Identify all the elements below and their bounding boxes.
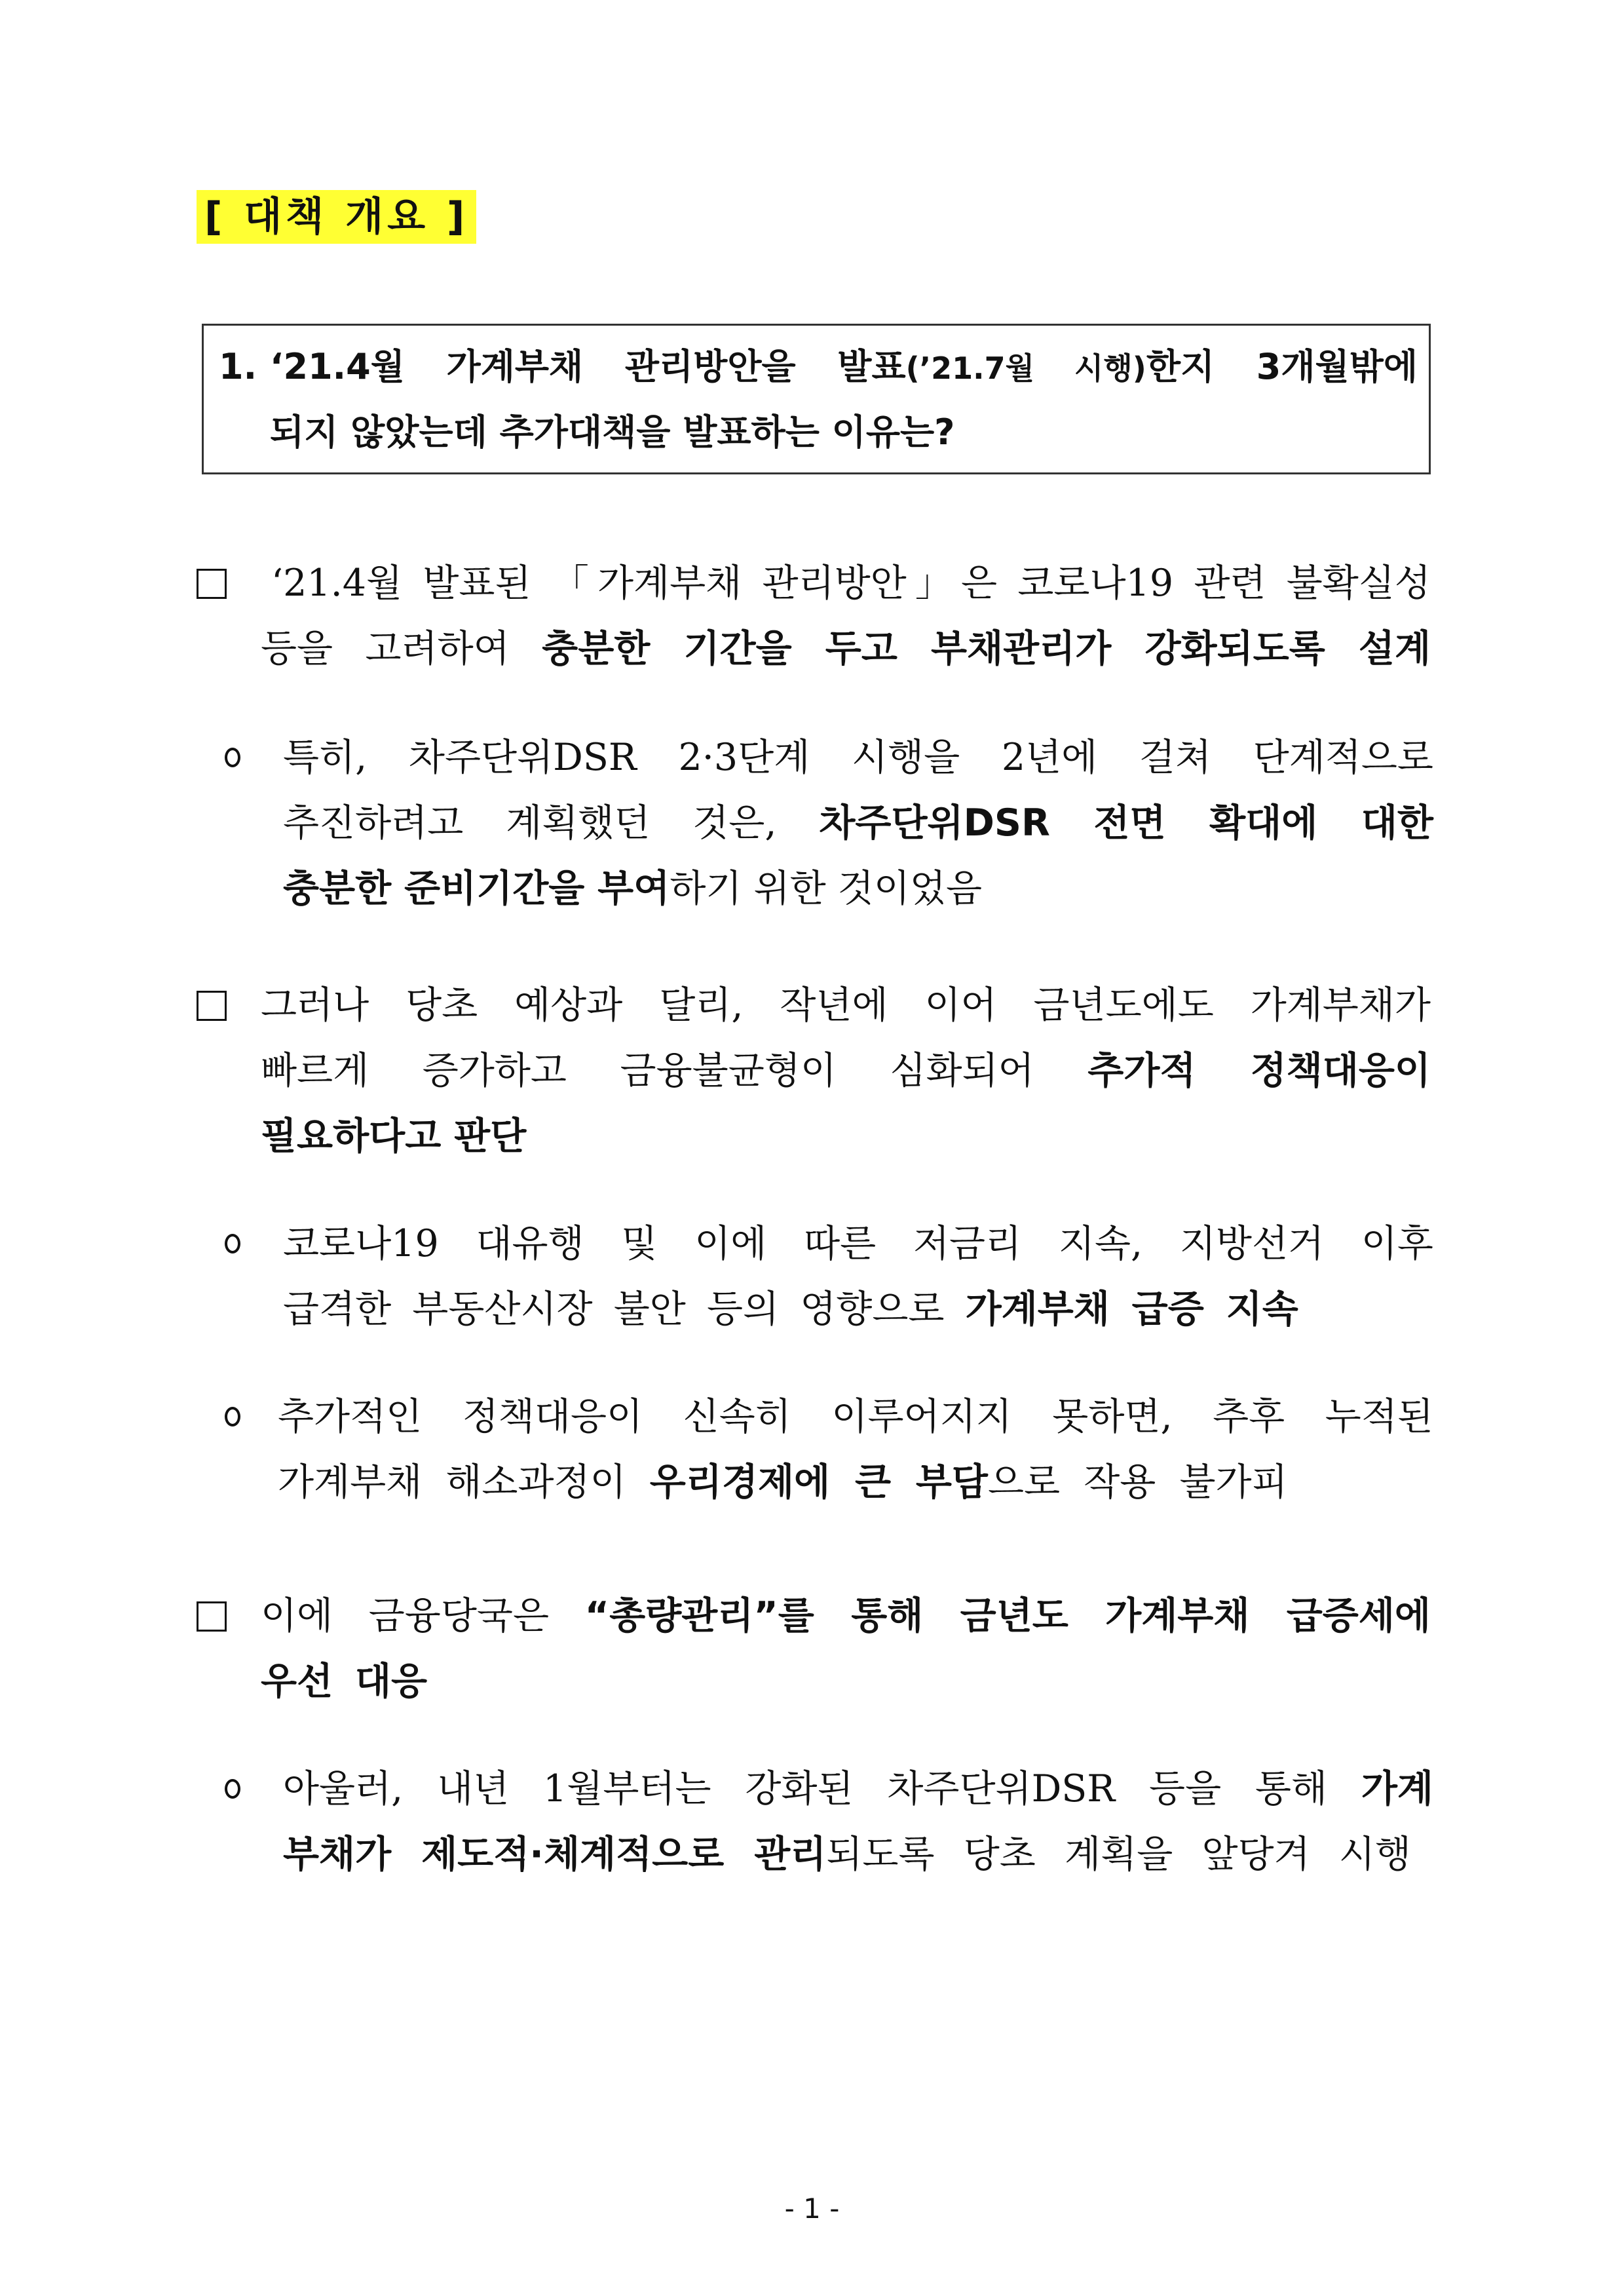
paragraph-line: 이에 금융당국은 “총량관리”를 통해 금년도 가계부채 급증세에 <box>261 1594 1431 1637</box>
paragraph-line: 특히, 차주단위DSR 2·3단계 시행을 2년에 걸쳐 단계적으로 <box>283 736 1433 779</box>
paragraph-line: 충분한 준비기간을 부여하기 위한 것이었음 <box>283 867 983 910</box>
paragraph-line: ‘21.4월 발표된 「가계부채 관리방안」은 코로나19 관련 불확실성 <box>271 562 1431 605</box>
paragraph-line: 추가적인 정책대응이 신속히 이루어지지 못하면, 추후 누적된 <box>278 1395 1433 1438</box>
paragraph-line: 빠르게 증가하고 금융불균형이 심화되어 추가적 정책대응이 <box>261 1049 1431 1092</box>
question-number: 1. <box>219 346 257 387</box>
paragraph-line: 가계부채 해소과정이 우리경제에 큰 부담으로 작용 불가피 <box>278 1461 1288 1504</box>
paragraph-line: 그러나 당초 예상과 달리, 작년에 이어 금년도에도 가계부채가 <box>261 984 1431 1027</box>
paragraph-line: 필요하다고 판단 <box>261 1115 527 1158</box>
paragraph-line: 등을 고려하여 충분한 기간을 두고 부채관리가 강화되도록 설계 <box>261 627 1431 670</box>
paragraph-line: 부채가 제도적·체계적으로 관리되도록 당초 계획을 앞당겨 시행 <box>283 1833 1411 1876</box>
paragraph-line: 우선 대응 <box>261 1660 428 1703</box>
circle-bullet <box>225 748 240 767</box>
checkbox-bullet <box>197 1601 227 1632</box>
checkbox-bullet <box>197 569 227 599</box>
circle-bullet <box>225 1779 240 1799</box>
question-line-2: 되지 않았는데 추가대책을 발표하는 이유는? <box>270 411 955 453</box>
paragraph-line: 급격한 부동산시장 불안 등의 영향으로 가계부채 급증 지속 <box>283 1288 1298 1331</box>
question-line-1: ‘21.4월 가계부채 관리방안을 발표(’21.7월 시행)한지 3개월밖에 <box>270 346 1418 387</box>
checkbox-bullet <box>197 991 227 1021</box>
circle-bullet <box>225 1234 240 1253</box>
page-number: - 1 - <box>784 2192 840 2225</box>
circle-bullet <box>225 1407 240 1426</box>
paragraph-line: 추진하려고 계획했던 것은, 차주단위DSR 전면 확대에 대한 <box>283 801 1433 845</box>
section-header: [ 대책 개요 ] <box>197 190 476 244</box>
paragraph-line: 아울러, 내년 1월부터는 강화된 차주단위DSR 등을 통해 가계 <box>283 1767 1433 1810</box>
paragraph-line: 코로나19 대유행 및 이에 따른 저금리 지속, 지방선거 이후 <box>283 1222 1433 1265</box>
